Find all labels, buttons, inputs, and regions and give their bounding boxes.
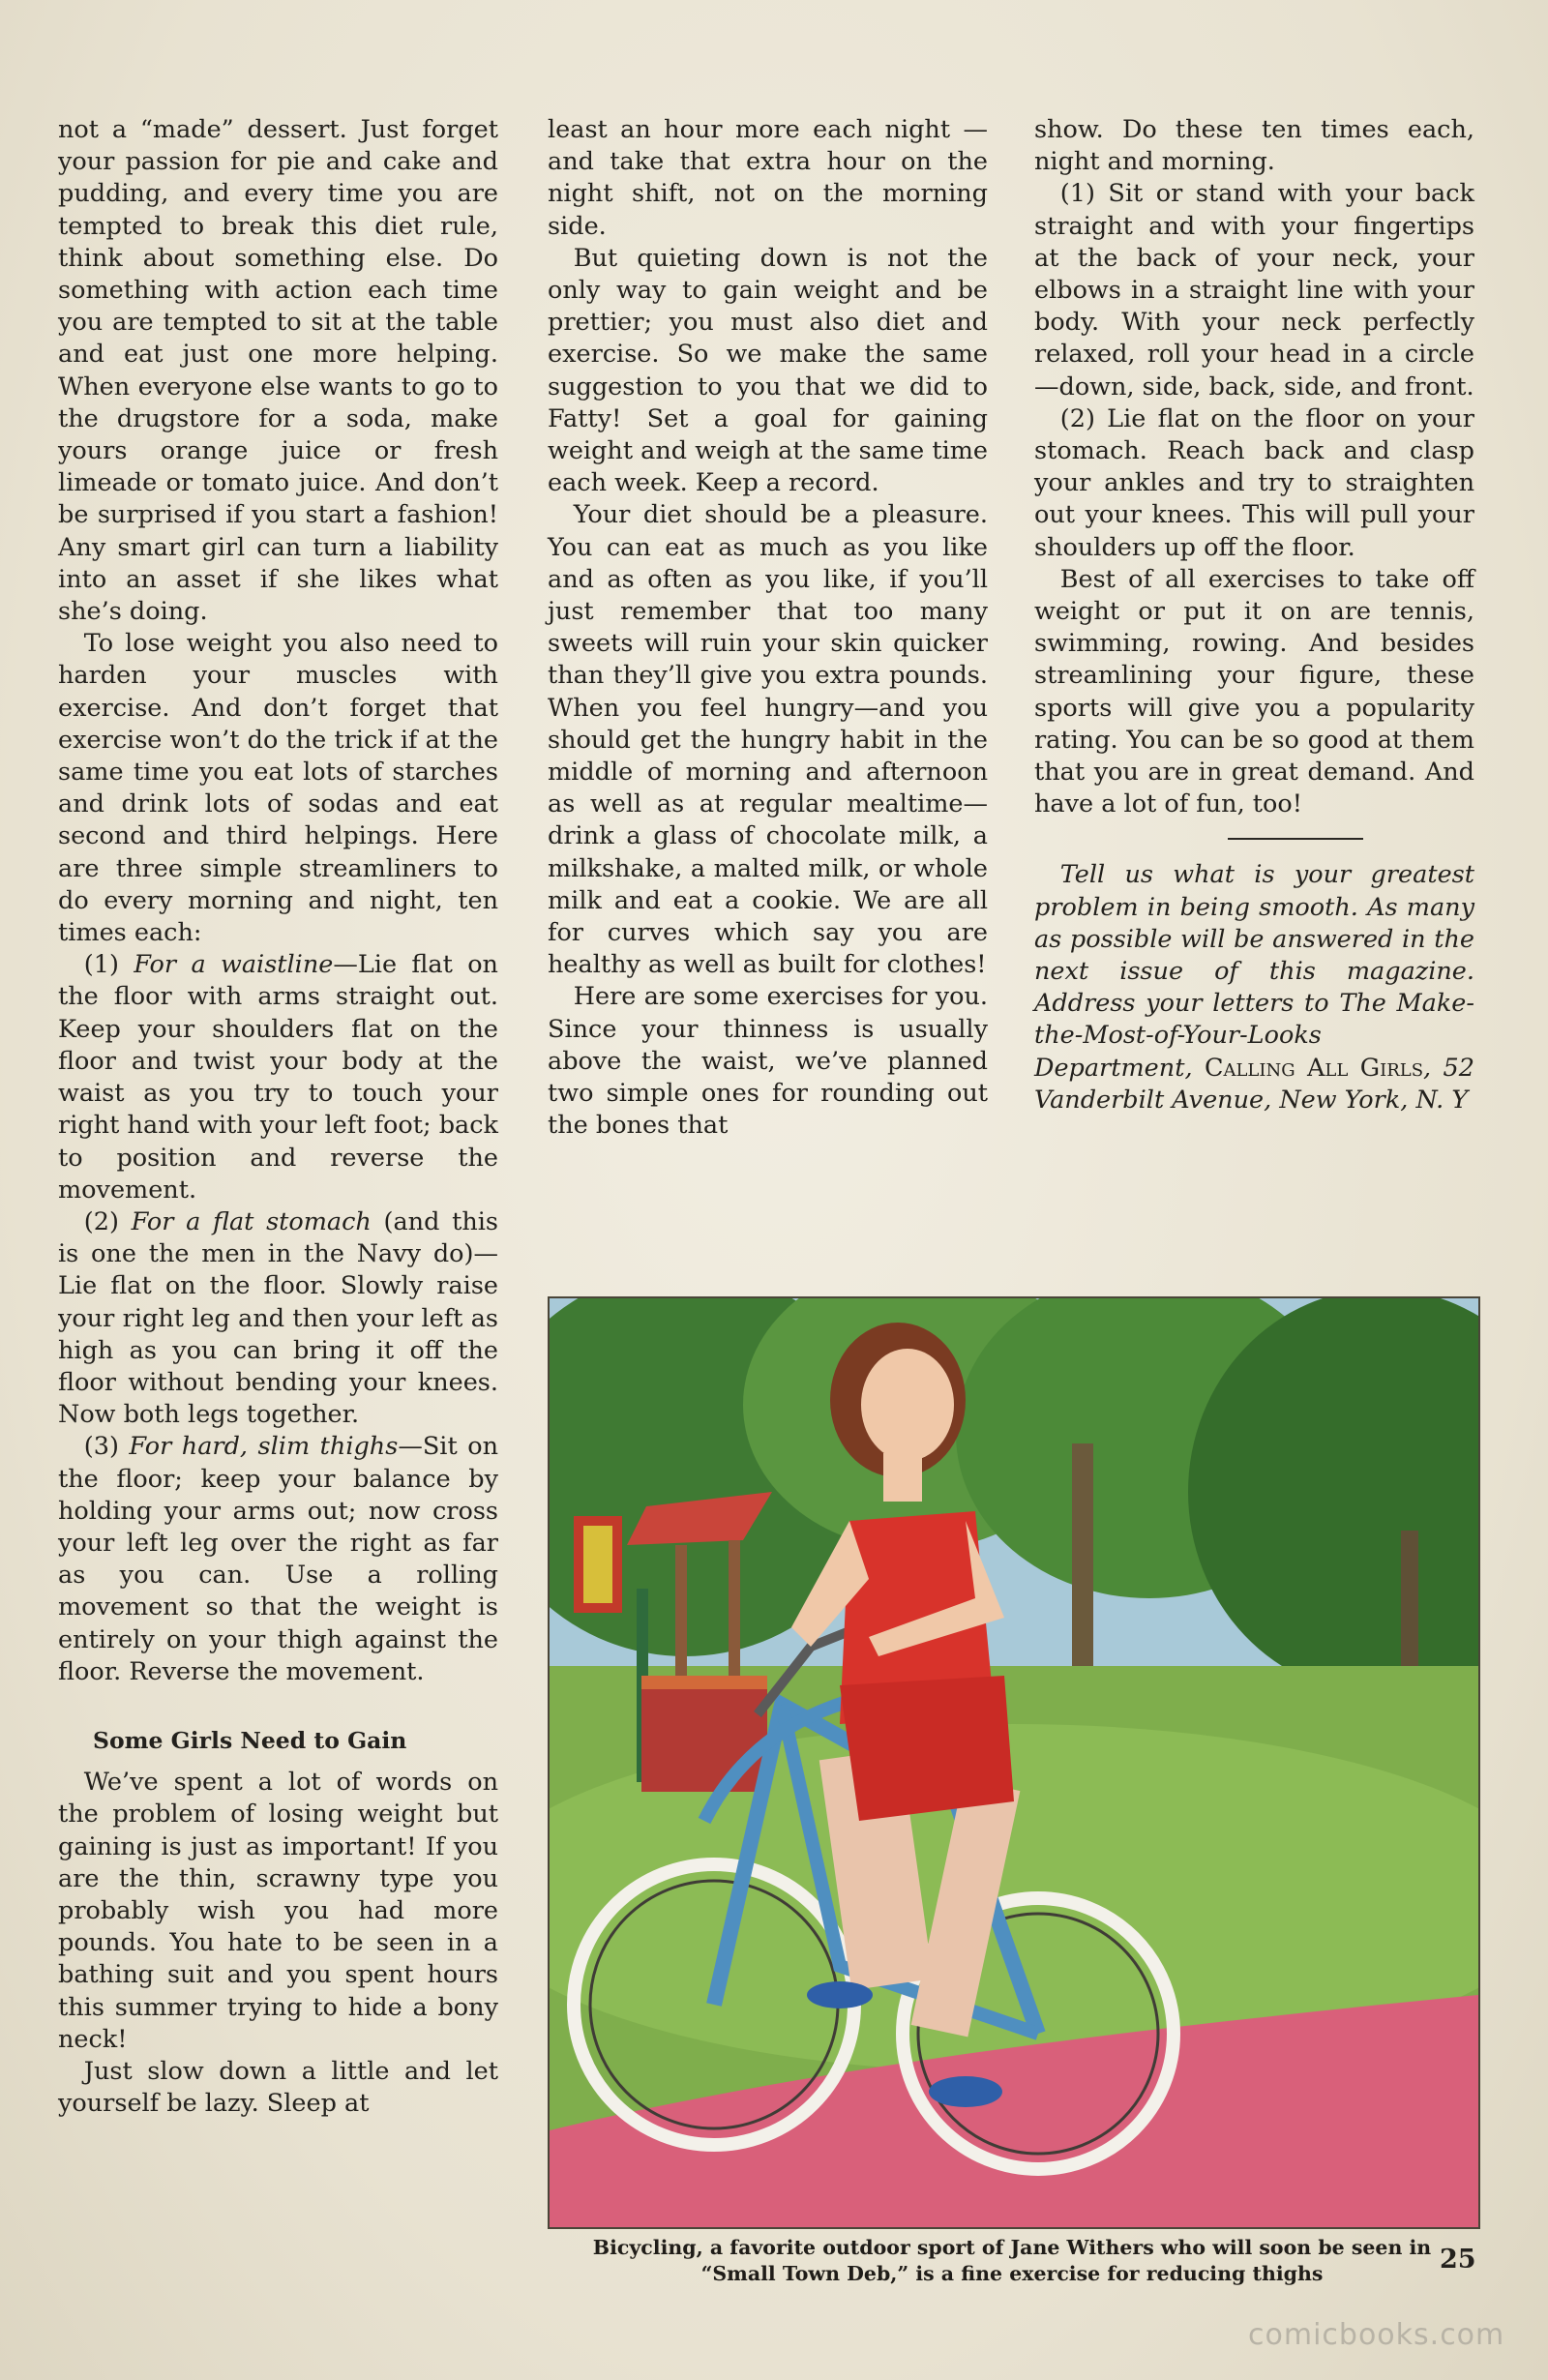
divider-rule bbox=[1228, 838, 1363, 840]
exercise-title: For hard, slim thighs bbox=[129, 1432, 399, 1462]
bicycle-photo bbox=[548, 1296, 1480, 2229]
reader-note bbox=[1034, 859, 1474, 1116]
text-column-1 bbox=[58, 114, 498, 2120]
reader-note-address: , 52 Vanderbilt Avenue, New York, N. Y bbox=[1034, 1053, 1474, 1115]
text-column-2 bbox=[548, 114, 988, 1143]
page-number: 25 bbox=[1440, 2245, 1476, 2275]
watermark: comicbooks.com bbox=[1248, 2318, 1505, 2352]
paragraph: (1) Sit or stand with your back straight and with your fingertips at the back of your neck, your elbows in a straight line with your body. With your neck perfectly relaxed, roll your head in a circle—down, side, back, side, and front. bbox=[1034, 179, 1474, 402]
exercise-text: (and this is one the men in the Navy do)—Lie flat on the floor. Slowly raise your right leg and then your left as high as you can bring it off the floor without bending your knees. Now both legs together. bbox=[58, 1206, 498, 1430]
paragraph: (2) Lie flat on the floor on your stomach. Reach back and clasp your ankles and try to straighten out your knees. This will pull your shoulders up off the floor. bbox=[1034, 403, 1474, 562]
photo-caption bbox=[548, 2235, 1476, 2287]
exercise-title: For a flat stomach bbox=[131, 1206, 372, 1236]
exercise-number: (1) bbox=[83, 950, 119, 980]
text-column-3 bbox=[1034, 114, 1474, 1116]
magazine-name: Calling All Girls bbox=[1204, 1053, 1424, 1083]
paragraph: Best of all exercises to take off weight or put it on are tennis, swimming, rowing. And besides streamlining your figure, these sports will give you a popularity rating. You can be so good at them that you are in great demand. And have a lot of fun, too! bbox=[1034, 564, 1474, 819]
paragraph: Just slow down a little and let yourself be lazy. Sleep at bbox=[58, 2056, 498, 2119]
section-heading: Some Girls Need to Gain bbox=[93, 1726, 407, 1754]
paragraph: show. Do these ten times each, night and morning. bbox=[1034, 115, 1474, 177]
exercise-item bbox=[58, 1206, 498, 1431]
exercise-number: (3) bbox=[83, 1432, 119, 1462]
paragraph: least an hour more each night —and take that extra hour on the night shift, not on the morning side. bbox=[548, 115, 988, 241]
paragraph: But quieting down is not the only way to gain weight and be prettier; you must also diet and exercise. So we make the same suggestion to you that we did to Fatty! Set a goal for gaining weight and weigh at the same time each week. Keep a record. bbox=[548, 243, 988, 498]
caption-line: “Small Town Deb,” is a fine exercise for reducing thighs bbox=[700, 2262, 1324, 2285]
paragraph: We’ve spent a lot of words on the problem of losing weight but gaining is just as important! If you are the thin, scrawny type you probably wish you had more pounds. You hate to be seen in a bathing suit and you spent hours this summer trying to hide a bony neck! bbox=[58, 1768, 498, 2054]
exercise-item bbox=[58, 1431, 498, 1688]
paragraph: Here are some exercises for you. Since your thinness is usually above the waist, we’ve planned two simple ones for rounding out the bones that bbox=[548, 982, 988, 1141]
exercise-number: (2) bbox=[83, 1206, 119, 1236]
exercise-text: —Sit on the floor; keep your balance by holding your arms out; now cross your left leg over the right as far as you can. Use a rolling movement so that the weight is entirely on your thigh against the floor. Reverse the movement. bbox=[58, 1432, 498, 1686]
reader-note-text: Tell us what is your greatest problem in being smooth. As many as possible will be answered in the next issue of this magazine. Address your letters to The Make-the-Most-of-Your-Looks Department, bbox=[1034, 860, 1474, 1083]
paragraph: To lose weight you also need to harden your muscles with exercise. And don’t forget that exercise won’t do the trick if at the same time you eat lots of starches and drink lots of sodas and eat second and third helpings. Here are three simple streamliners to do every morning and night, ten times each: bbox=[58, 629, 498, 948]
exercise-text: —Lie flat on the floor with arms straight out. Keep your shoulders flat on the floor and twist your body at the waist as you try to touch your right hand with your left foot; back to position and reverse the movement. bbox=[58, 950, 498, 1205]
exercise-item bbox=[58, 949, 498, 1206]
caption-line: Bicycling, a favorite outdoor sport of Jane Withers who will soon be seen in bbox=[592, 2236, 1432, 2259]
paragraph: Your diet should be a pleasure. You can eat as much as you like and as often as you like, if you’ll just remember that too many sweets will ruin your skin quicker than they’ll give you extra pounds. When you feel hungry—and you should get the hungry habit in the middle of morning and afternoon as well as at regular mealtime—drink a glass of chocolate milk, a milkshake, a malted milk, or whole milk and eat a cookie. We are all for curves which say you are healthy as well as built for clothes! bbox=[548, 500, 988, 980]
exercise-title: For a waistline bbox=[134, 950, 334, 980]
paragraph: not a “made” dessert. Just forget your passion for pie and cake and pudding, and every time you are tempted to break this diet rule, think about something else. Do something with action each time you are tempted to sit at the table and eat just one more helping. When everyone else wants to go to the drugstore for a soda, make yours orange juice or fresh limeade or tomato juice. And don’t be surprised if you start a fashion! Any smart girl can turn a liability into an asset if she likes what she’s doing. bbox=[58, 115, 498, 627]
